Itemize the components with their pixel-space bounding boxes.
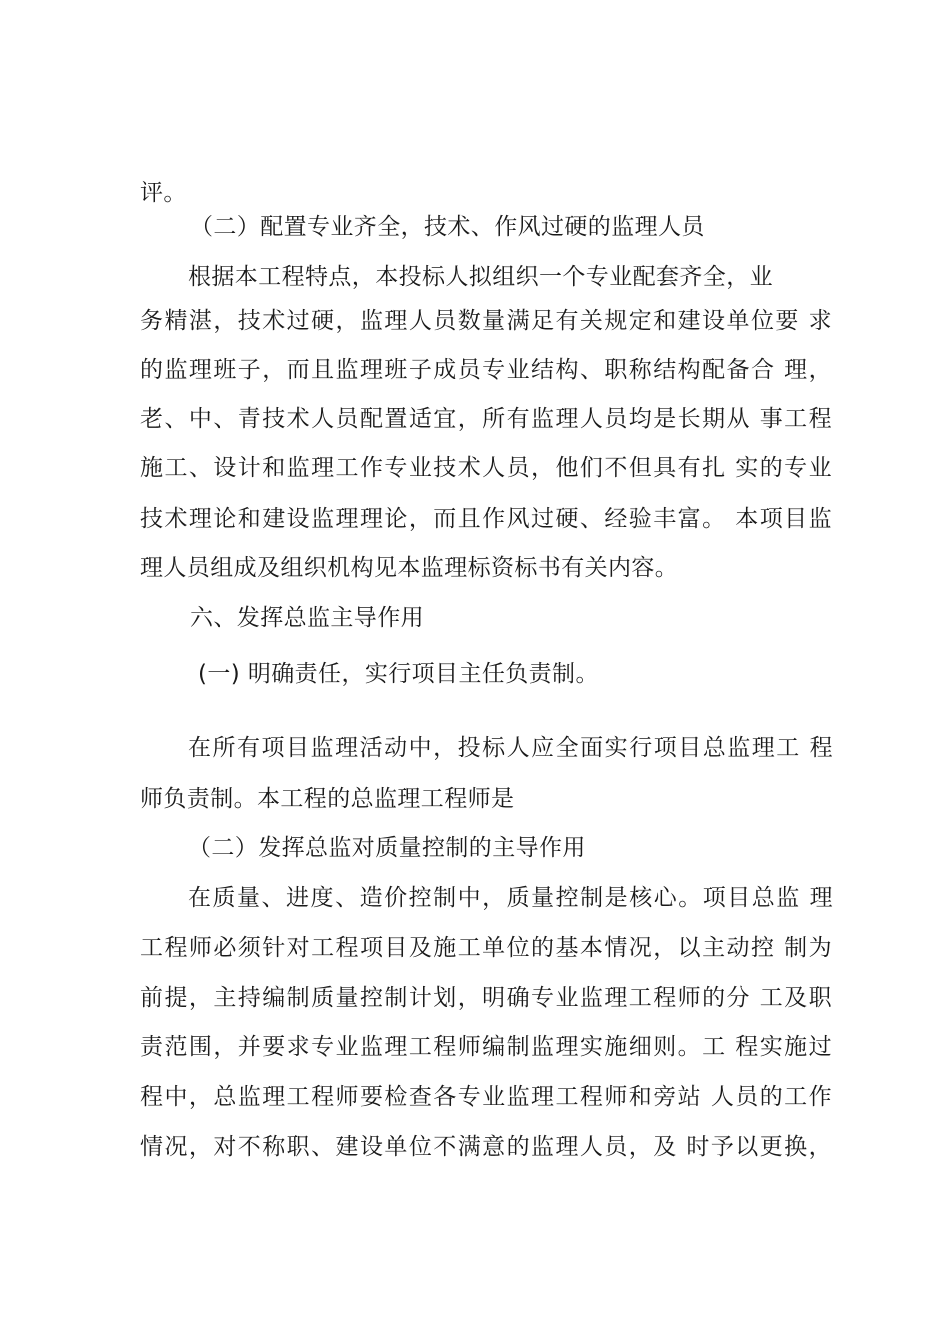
paragraph-line: 施工、设计和监理工作专业技术人员，他们不但具有扎 实的专业 [140,455,832,481]
paragraph-line: 在质量、进度、造价控制中，质量控制是核心。项目总监 理 [188,885,833,911]
paragraph-line: 根据本工程特点，本投标人拟组织一个专业配套齐全，业 [188,264,773,290]
text-line: 评。 [140,180,187,206]
paragraph-line: 情况，对不称职、建设单位不满意的监理人员，及 时予以更换， [140,1134,832,1160]
paragraph-line: 理人员组成及组织机构见本监理标资标书有关内容。 [140,555,679,581]
paragraph-line: 在所有项目监理活动中，投标人应全面实行项目总监理工 程 [188,735,833,761]
paragraph-line: 老、中、青技术人员配置适宜，所有监理人员均是长期从 事工程 [140,406,832,432]
section-heading: 六、发挥总监主导作用 [190,605,424,631]
paragraph-line: 的监理班子，而且监理班子成员专业结构、职称结构配备合 理， [140,357,832,383]
paragraph-line: 技术理论和建设监理理论，而且作风过硬、经验丰富。 本项目监 [140,506,832,532]
paragraph-line: 务精湛，技术过硬，监理人员数量满足有关规定和建设单位要 求 [140,308,832,334]
section-heading: （二）配置专业齐全，技术、作风过硬的监理人员 [190,214,705,240]
paragraph-line: 前提，主持编制质量控制计划，明确专业监理工程师的分 工及职 [140,985,832,1011]
paragraph-line: 工程师必须针对工程项目及施工单位的基本情况，以主动控 制为 [140,935,832,961]
paragraph-line: 师负责制。本工程的总监理工程师是 [140,786,515,812]
paragraph-line: 程中，总监理工程师要检查各专业监理工程师和旁站 人员的工作 [140,1084,832,1110]
paragraph-line: 责范围，并要求专业监理工程师编制监理实施细则。工 程实施过 [140,1034,832,1060]
subsection-heading: （二）发挥总监对质量控制的主导作用 [188,835,586,861]
subsection-heading: (一) 明确责任，实行项目主任负责制。 [198,661,599,687]
